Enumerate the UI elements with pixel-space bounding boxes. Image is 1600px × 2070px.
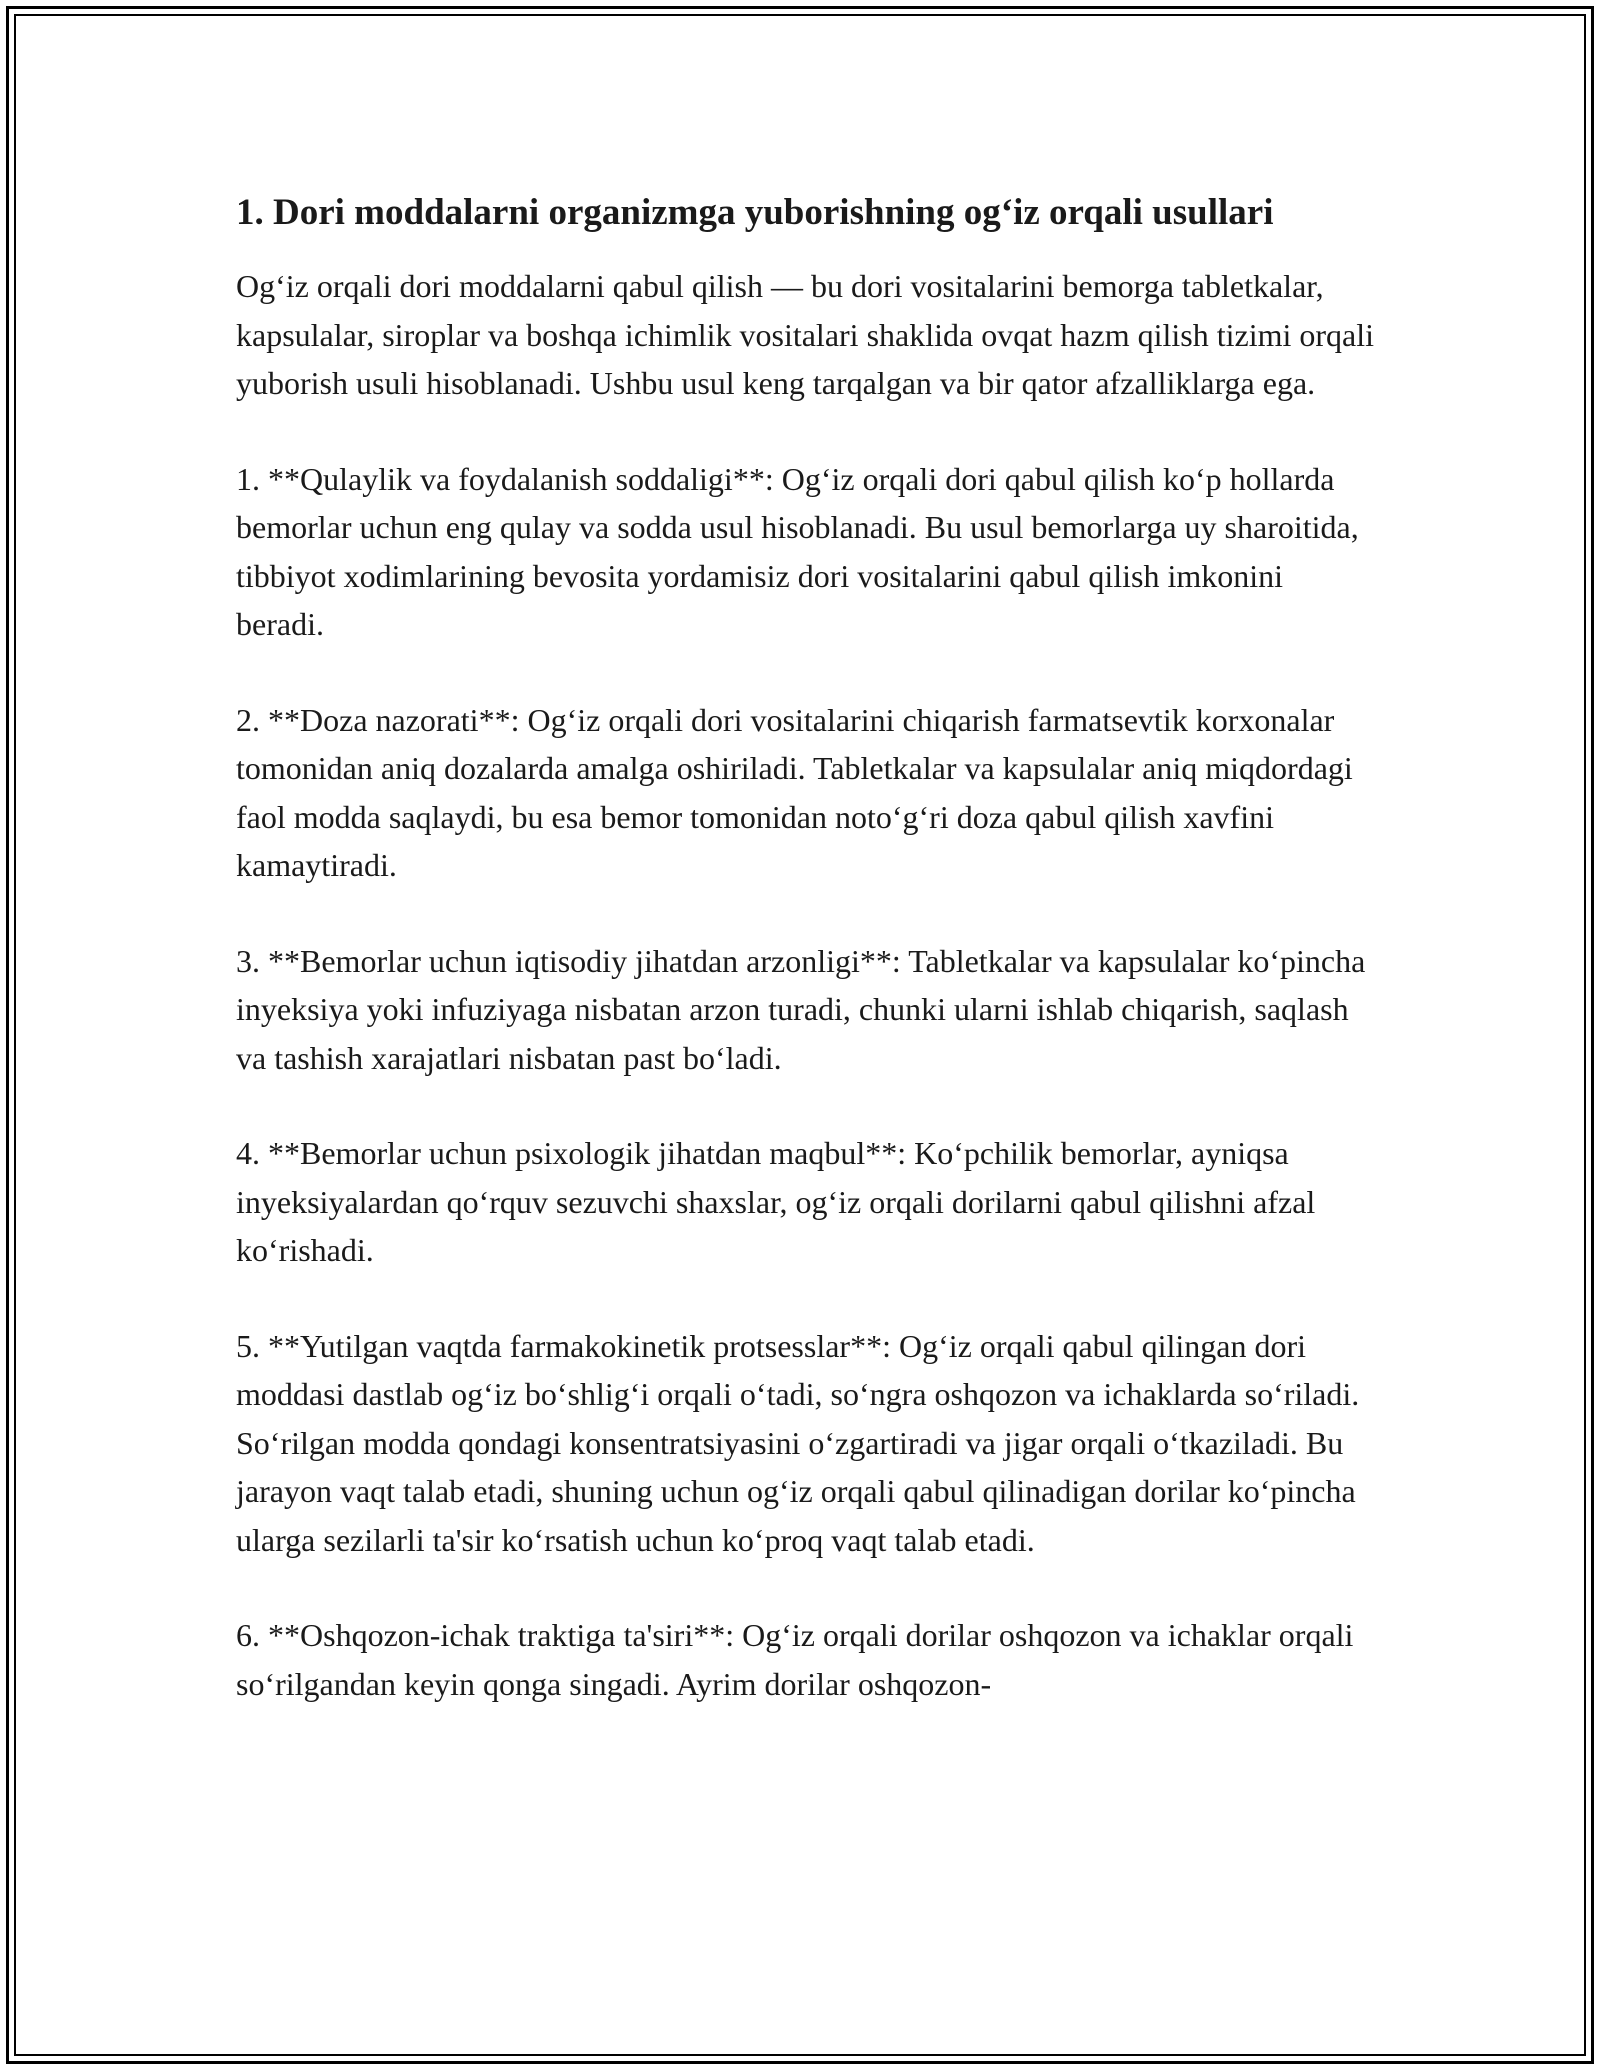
- list-item-5: 5. **Yutilgan vaqtda farmakokinetik protsesslar**: Og‘iz orqali qabul qilingan dori moddasi dastlab og‘iz bo‘shlig‘i orqali o‘tadi, so‘ngra oshqozon va ichaklarda so‘riladi. So‘rilgan modda qondagi konsentratsiyasini o‘zgartiradi va jigar orqali o‘tkaziladi. Bu jarayon vaqt talab etadi, shuning uchun og‘iz orqali qabul qilinadigan dorilar ko‘pincha ularga sezilarli ta'sir ko‘rsatish uchun ko‘proq vaqt talab etadi.: [236, 1327, 1360, 1558]
- list-item-6: 6. **Oshqozon-ichak traktiga ta'siri**: Og‘iz orqali dorilar oshqozon va ichaklar orqali so‘rilgandan keyin qonga singadi. Ayrim dorilar oshqozon-: [236, 1617, 1354, 1702]
- list-item-2: 2. **Doza nazorati**: Og‘iz orqali dori vositalarini chiqarish farmatsevtik korxonalar tomonidan aniq dozalarda amalga oshiriladi. Tabletkalar va kapsulalar aniq miqdordagi faol modda saqlaydi, bu esa bemor tomonidan noto‘g‘ri doza qabul qilish xavfini kamaytiradi.: [236, 701, 1353, 883]
- document-body: [236, 186, 1376, 1708]
- intro-paragraph: Og‘iz orqali dori moddalarni qabul qilish — bu dori vositalarini bemorga tabletkalar, kapsulalar, siroplar va boshqa ichimlik vositalari shaklida ovqat hazm qilish tizimi orqali yuborish usuli hisoblanadi. Ushbu usul keng tarqalgan va bir qator afzalliklarga ega.: [236, 268, 1375, 401]
- list-item-3: 3. **Bemorlar uchun iqtisodiy jihatdan arzonligi**: Tabletkalar va kapsulalar ko‘pincha inyeksiya yoki infuziyaga nisbatan arzon turadi, chunki ularni ishlab chiqarish, saqlash va tashish xarajatlari nisbatan past bo‘ladi.: [236, 942, 1366, 1076]
- list-item-4: 4. **Bemorlar uchun psixologik jihatdan maqbul**: Ko‘pchilik bemorlar, ayniqsa inyeksiyalardan qo‘rquv sezuvchi shaxslar, og‘iz orqali dorilarni qabul qilishni afzal ko‘rishadi.: [236, 1135, 1316, 1268]
- list-item-1: 1. **Qulaylik va foydalanish soddaligi**: Og‘iz orqali dori qabul qilish ko‘p hollarda bemorlar uchun eng qulay va sodda usul hisoblanadi. Bu usul bemorlarga uy sharoitida, tibbiyot xodimlarining bevosita yordamisiz dori vositalarini qabul qilish imkonini beradi.: [236, 460, 1359, 642]
- section-heading: 1. Dori moddalarni organizmga yuborishning og‘iz orqali usullari: [236, 192, 1274, 233]
